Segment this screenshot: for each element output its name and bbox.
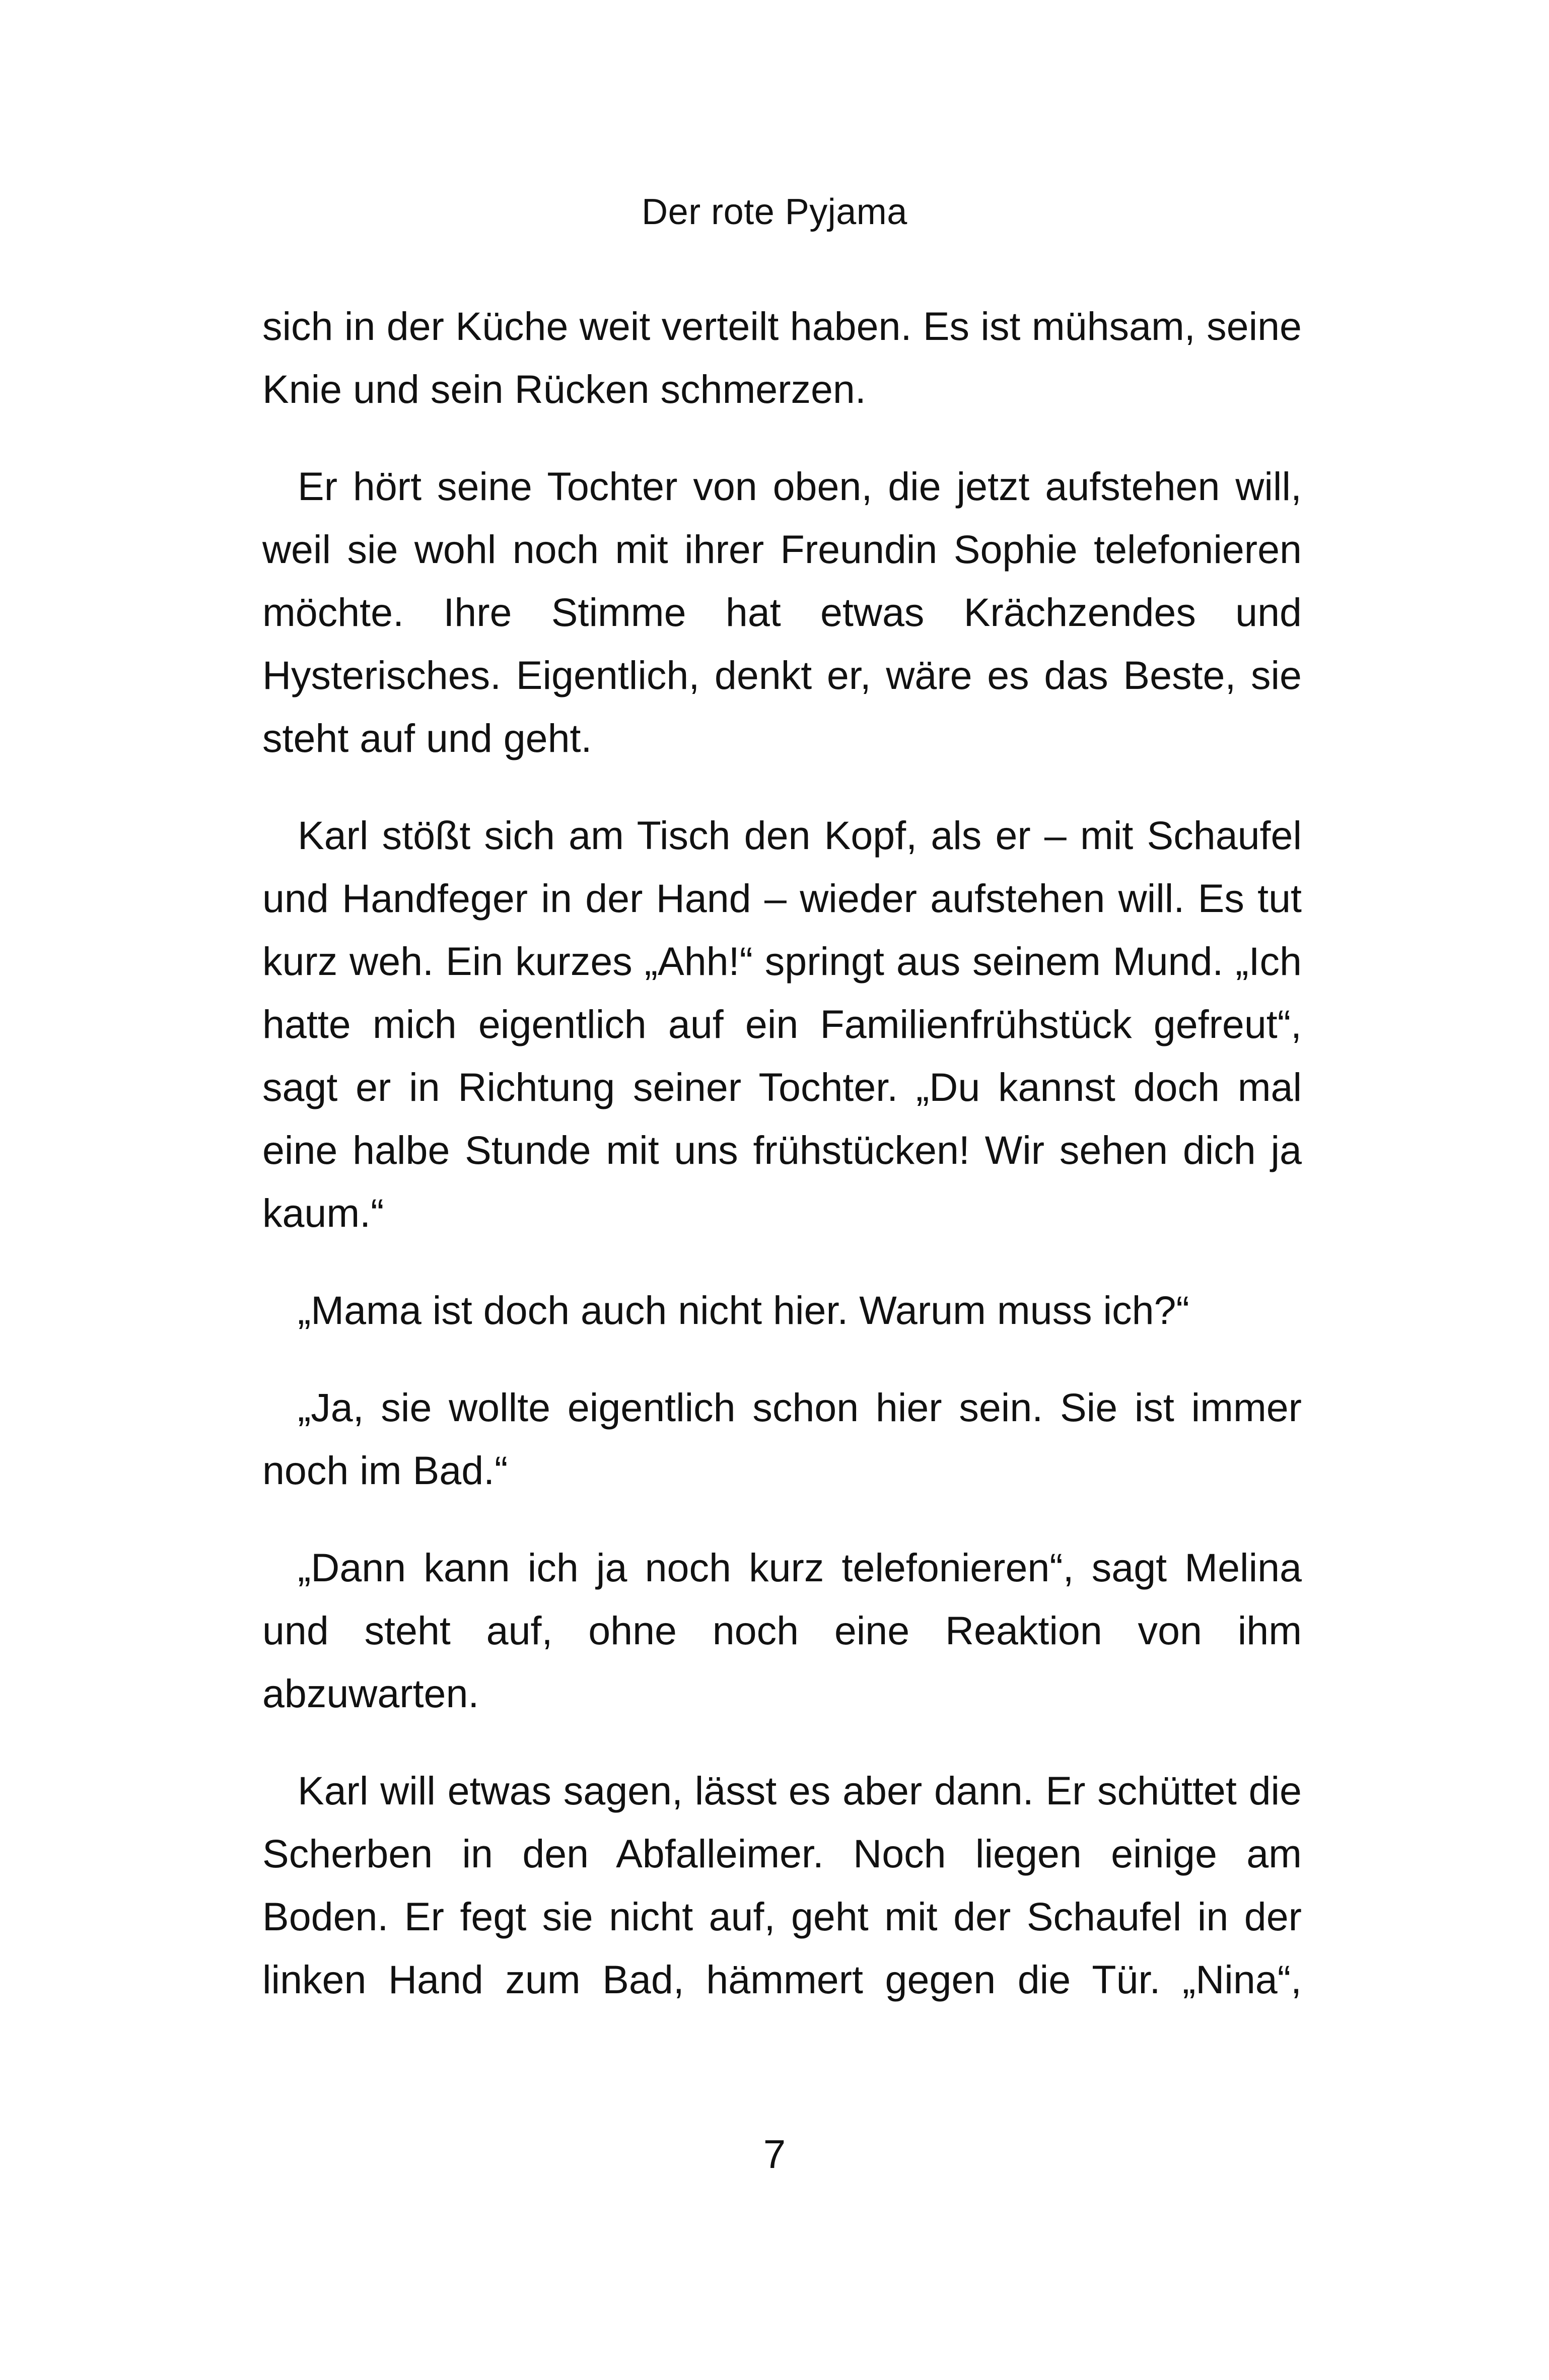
paragraph-7: Karl will etwas sagen, lässt es aber dann. Er schüttet die Scherben in den Abfalleimer. Noch liegen einige am Boden. Er fegt sie nicht auf, geht mit der Schaufel in der linken Hand zum Bad, hämmert gegen die Tür. „Nina“,: [262, 1768, 1302, 2002]
paragraph-1: sich in der Küche weit verteilt haben. Es ist mühsam, seine Knie und sein Rücken schmerzen.: [262, 304, 1302, 411]
paragraph-2: Er hört seine Tochter von oben, die jetzt aufstehen will, weil sie wohl noch mit ihrer Freundin Sophie telefonieren möchte. Ihre Stimme hat etwas Krächzendes und Hysterisches. Eigentlich, denkt er, wäre es das Beste, sie steht auf und geht.: [262, 464, 1302, 760]
body-text: [262, 295, 1302, 2011]
paragraph-4: „Mama ist doch auch nicht hier. Warum muss ich?“: [298, 1288, 1189, 1333]
running-header-title: Der rote Pyjama: [642, 192, 907, 232]
page-number: 7: [763, 2132, 786, 2177]
paragraph-6: „Dann kann ich ja noch kurz telefonieren“, sagt Melina und steht auf, ohne noch eine Reaktion von ihm abzuwarten.: [262, 1545, 1302, 1716]
paragraph-3: Karl stößt sich am Tisch den Kopf, als er – mit Schaufel und Handfeger in der Hand – wieder aufstehen will. Es tut kurz weh. Ein kurzes „Ahh!“ springt aus seinem Mund. „Ich hatte mich eigentlich auf ein Familienfrühstück gefreut“, sagt er in Richtung seiner Tochter. „Du kannst doch mal eine halbe Stunde mit uns frühstücken! Wir sehen dich ja kaum.“: [262, 813, 1302, 1235]
paragraph-5: „Ja, sie wollte eigentlich schon hier sein. Sie ist immer noch im Bad.“: [262, 1385, 1302, 1493]
